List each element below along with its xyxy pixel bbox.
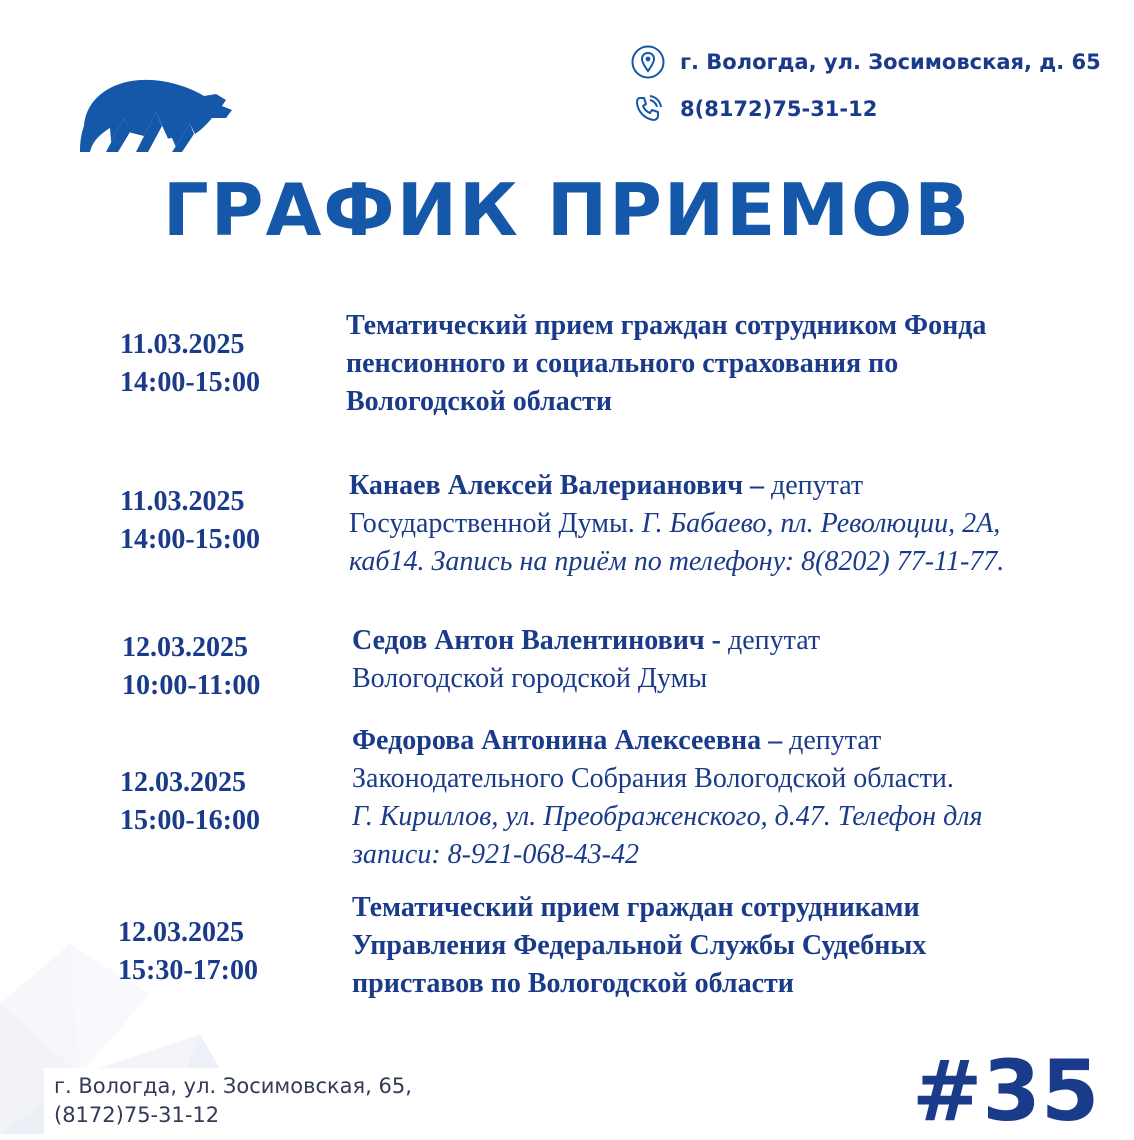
entry-1-line: Тематический прием граждан сотрудником Фонда: [346, 310, 987, 341]
entry-2-line: [349, 505, 1004, 543]
entry-2-datetime: [120, 483, 260, 559]
entry-1-time: 14:00-15:00: [120, 367, 260, 398]
header-phone-text: 8(8172)75-31-12: [680, 97, 878, 121]
entry-3-description: [352, 622, 820, 698]
entry-3-line: [352, 622, 820, 660]
entry-4-contact: записи: 8-921-068-43-42: [352, 839, 639, 870]
entry-5-line: приставов по Вологодской области: [352, 968, 794, 999]
header-phone: [630, 91, 877, 127]
footer-contact: [44, 1068, 422, 1134]
footer-phone: (8172)75-31-12: [54, 1103, 220, 1127]
entry-5-line: Управления Федеральной Службы Судебных: [352, 930, 927, 961]
entry-2-name: Канаев Алексей Валерианович: [349, 470, 743, 501]
entry-3-datetime: [122, 629, 260, 705]
entry-2-contact: каб14. Запись на приём по телефону: 8(8202) 77-11-77.: [349, 546, 1005, 577]
entry-4-date: 12.03.2025: [120, 767, 246, 798]
entry-2-address: Г. Бабаево, пл. Революции, 2А,: [634, 508, 1001, 539]
entry-3-dash: -: [704, 625, 728, 656]
footer-address: г. Вологда, ул. Зосимовская, 65,: [54, 1074, 412, 1098]
bear-logo-icon: [76, 66, 234, 158]
entry-1-datetime: [120, 326, 260, 402]
entry-3-line: Вологодской городской Думы: [352, 663, 708, 694]
entry-2-line: [349, 467, 1004, 505]
header-address: [630, 44, 1101, 80]
entry-5-date: 12.03.2025: [118, 917, 244, 948]
entry-5-time: 15:30-17:00: [118, 955, 258, 986]
entry-4-line: [352, 722, 982, 760]
entry-1-line: Вологодской области: [346, 386, 613, 417]
hashtag-number: #35: [912, 1042, 1100, 1140]
entry-1-line: пенсионного и социального страхования по: [346, 348, 899, 379]
entry-4-line: Законодательного Собрания Вологодской области.: [352, 763, 954, 794]
entry-3-role: депутат: [727, 625, 821, 656]
entry-4-dash: –: [761, 725, 790, 756]
entry-3-date: 12.03.2025: [122, 632, 248, 663]
entry-3-name: Седов Антон Валентинович: [352, 625, 705, 656]
location-pin-icon: [630, 44, 666, 80]
page-title: ГРАФИК ПРИЕМОВ: [162, 168, 972, 252]
entry-4-line: [352, 798, 982, 836]
entry-5-description: [352, 889, 926, 1003]
entry-4-description: [352, 722, 982, 874]
entry-1-description: [346, 307, 986, 421]
entry-5-datetime: [118, 914, 258, 990]
entry-2-body: Государственной Думы.: [349, 508, 635, 539]
entry-1-date: 11.03.2025: [120, 329, 245, 360]
entry-4-address: Г. Кириллов, ул. Преображенского, д.47. Телефон для: [352, 801, 983, 832]
entry-4-time: 15:00-16:00: [120, 805, 260, 836]
entry-2-role: депутат: [770, 470, 864, 501]
entry-4-line: [352, 836, 982, 874]
entry-2-dash: –: [742, 470, 771, 501]
entry-2-line: [349, 543, 1004, 581]
entry-4-role: депутат: [789, 725, 882, 756]
entry-4-datetime: [120, 764, 260, 840]
header-address-text: г. Вологда, ул. Зосимовская, д. 65: [680, 50, 1101, 74]
entry-4-name: Федорова Антонина Алексеевна: [352, 725, 762, 756]
entry-2-date: 11.03.2025: [120, 486, 245, 517]
entry-5-line: Тематический прием граждан сотрудниками: [352, 892, 920, 923]
entry-2-description: [349, 467, 1004, 581]
entry-3-time: 10:00-11:00: [122, 670, 261, 701]
phone-icon: [630, 91, 666, 127]
entry-2-time: 14:00-15:00: [120, 524, 260, 555]
